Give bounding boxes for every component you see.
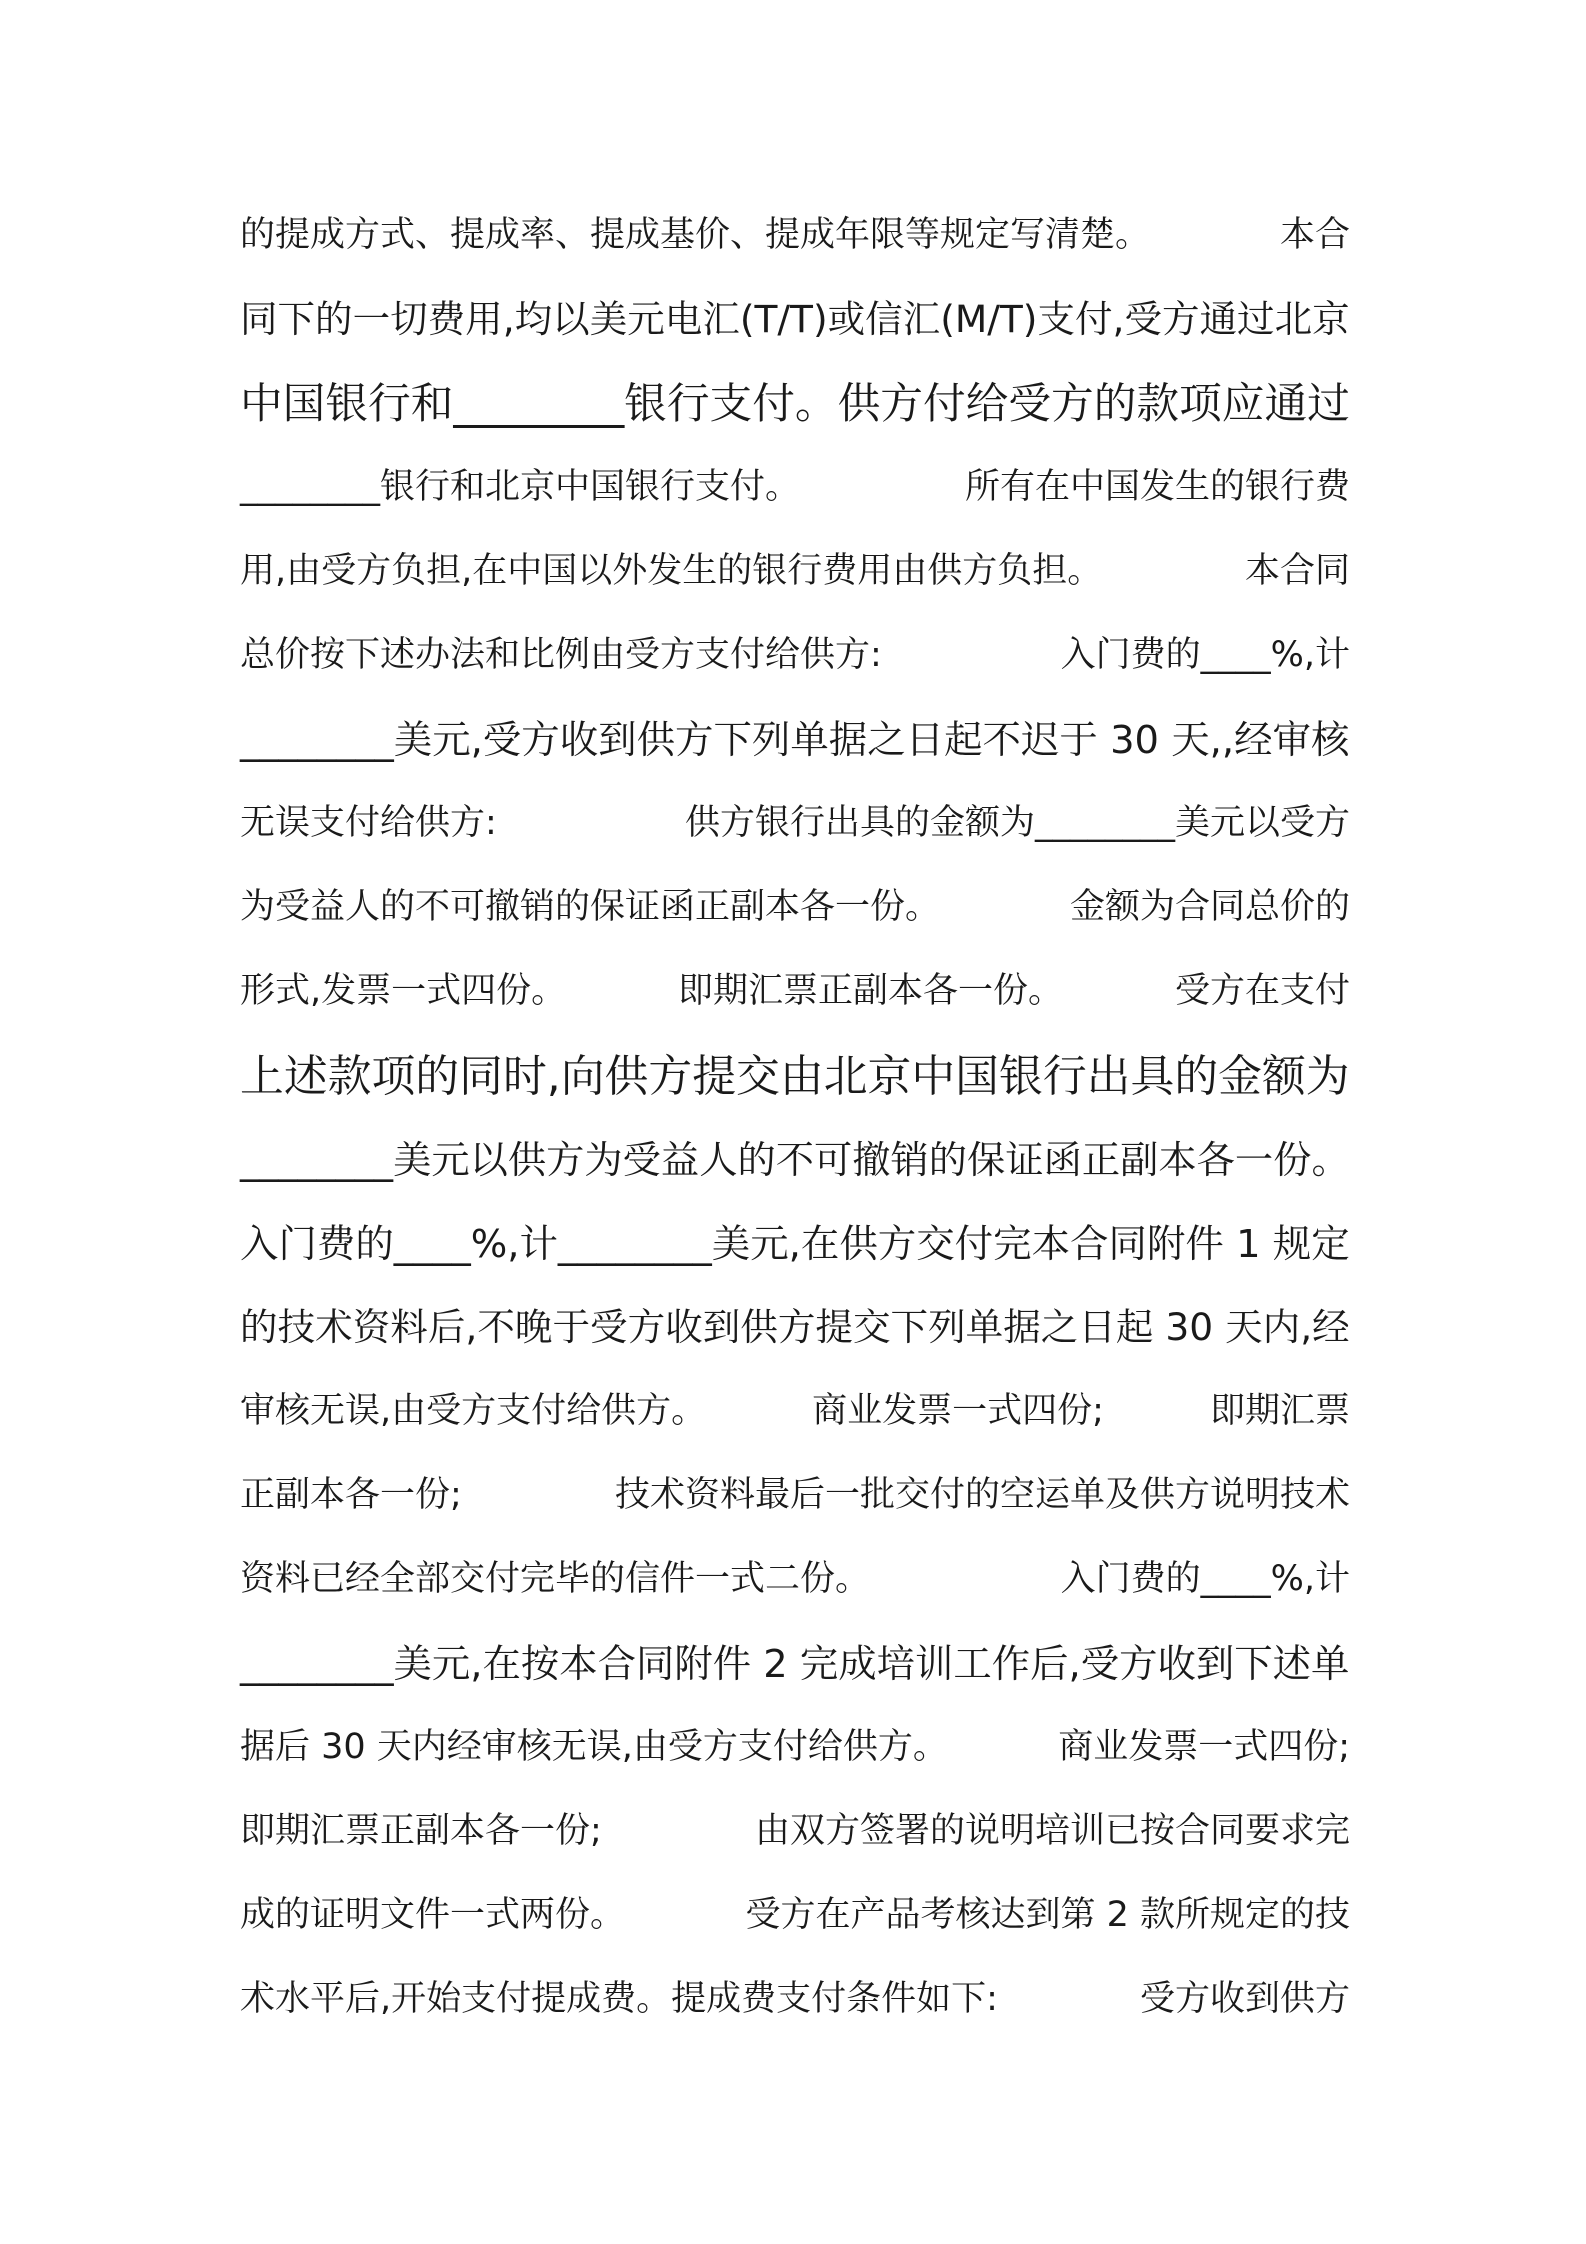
text-line <box>240 1030 1350 1114</box>
text-segment: 审核无误,由受方支付给供方。 <box>240 1391 707 1431</box>
text-line <box>240 1366 1350 1450</box>
text-line <box>240 1282 1350 1366</box>
text-line <box>240 274 1350 358</box>
text-line <box>240 358 1350 442</box>
text-segment: 受方收到供方 <box>1139 1979 1350 2019</box>
text-segment: ________美元,在按本合同附件 2 完成培训工作后,受方收到下述单 <box>240 1641 1350 1687</box>
text-segment: 的提成方式、提成率、提成基价、提成年限等规定写清楚。 <box>240 215 1151 255</box>
text-line <box>240 190 1350 274</box>
text-segment: 的技术资料后,不晚于受方收到供方提交下列单据之日起 30 天内,经 <box>240 1305 1350 1349</box>
text-segment: 总价按下述办法和比例由受方支付给供方: <box>240 635 882 675</box>
text-segment: 成的证明文件一式两份。 <box>240 1895 626 1935</box>
text-segment: ________美元以供方为受益人的不可撤销的保证函正副本各一份。 <box>240 1137 1350 1183</box>
text-segment: 正副本各一份; <box>240 1475 462 1515</box>
text-segment: 为受益人的不可撤销的保证函正副本各一份。 <box>240 887 941 927</box>
text-segment: 所有在中国发生的银行费 <box>964 467 1350 507</box>
text-segment: 金额为合同总价的 <box>1069 887 1350 927</box>
text-line <box>240 1618 1350 1702</box>
text-segment: 技术资料最后一批交付的空运单及供方说明技术 <box>614 1475 1350 1515</box>
text-line <box>240 526 1350 610</box>
text-segment: 供方银行出具的金额为________美元以受方 <box>684 803 1350 843</box>
text-segment: 用,由受方负担,在中国以外发生的银行费用由供方负担。 <box>240 551 1103 591</box>
contract-text-body <box>240 190 1350 2038</box>
text-line <box>240 1198 1350 1282</box>
text-line <box>240 1534 1350 1618</box>
text-line <box>240 1786 1350 1870</box>
text-segment: 即期汇票正副本各一份; <box>240 1811 602 1851</box>
text-line <box>240 1870 1350 1954</box>
text-segment: 入门费的____%,计________美元,在供方交付完本合同附件 1 规定 <box>240 1221 1350 1267</box>
text-line <box>240 610 1350 694</box>
text-segment: 商业发票一式四份; <box>812 1391 1104 1431</box>
text-segment: 商业发票一式四份; <box>1058 1727 1350 1767</box>
text-segment: 入门费的____%,计 <box>1060 1559 1350 1599</box>
text-line <box>240 1954 1350 2038</box>
text-segment: 中国银行和________银行支付。供方付给受方的款项应通过 <box>240 378 1350 429</box>
text-segment: 无误支付给供方: <box>240 803 497 843</box>
text-segment: 本合同 <box>1244 551 1350 591</box>
text-segment: 由双方签署的说明培训已按合同要求完 <box>754 1811 1350 1851</box>
text-segment: ________银行和北京中国银行支付。 <box>240 467 801 507</box>
text-segment: 本合 <box>1279 215 1350 255</box>
text-line <box>240 1702 1350 1786</box>
text-line <box>240 1114 1350 1198</box>
text-line <box>240 442 1350 526</box>
text-line <box>240 778 1350 862</box>
text-segment: 受方在产品考核达到第 2 款所规定的技 <box>745 1895 1350 1935</box>
text-segment: 同下的一切费用,均以美元电汇(T/T)或信汇(M/T)支付,受方通过北京 <box>240 297 1350 341</box>
text-segment: 术水平后,开始支付提成费。提成费支付条件如下: <box>240 1979 998 2019</box>
text-segment: 入门费的____%,计 <box>1060 635 1350 675</box>
text-line <box>240 946 1350 1030</box>
text-segment: 形式,发票一式四份。 <box>240 971 567 1011</box>
text-line <box>240 694 1350 778</box>
text-segment: 据后 30 天内经审核无误,由受方支付给供方。 <box>240 1727 948 1767</box>
text-segment: 即期汇票 <box>1209 1391 1350 1431</box>
text-segment: 资料已经全部交付完毕的信件一式二份。 <box>240 1559 871 1599</box>
text-line <box>240 862 1350 946</box>
text-segment: ________美元,受方收到供方下列单据之日起不迟于 30 天,,经审核 <box>240 717 1350 763</box>
text-line <box>240 1450 1350 1534</box>
text-segment: 即期汇票正副本各一份。 <box>678 971 1064 1011</box>
text-segment: 受方在支付 <box>1174 971 1350 1011</box>
text-segment: 上述款项的同时,向供方提交由北京中国银行出具的金额为 <box>240 1050 1350 1102</box>
